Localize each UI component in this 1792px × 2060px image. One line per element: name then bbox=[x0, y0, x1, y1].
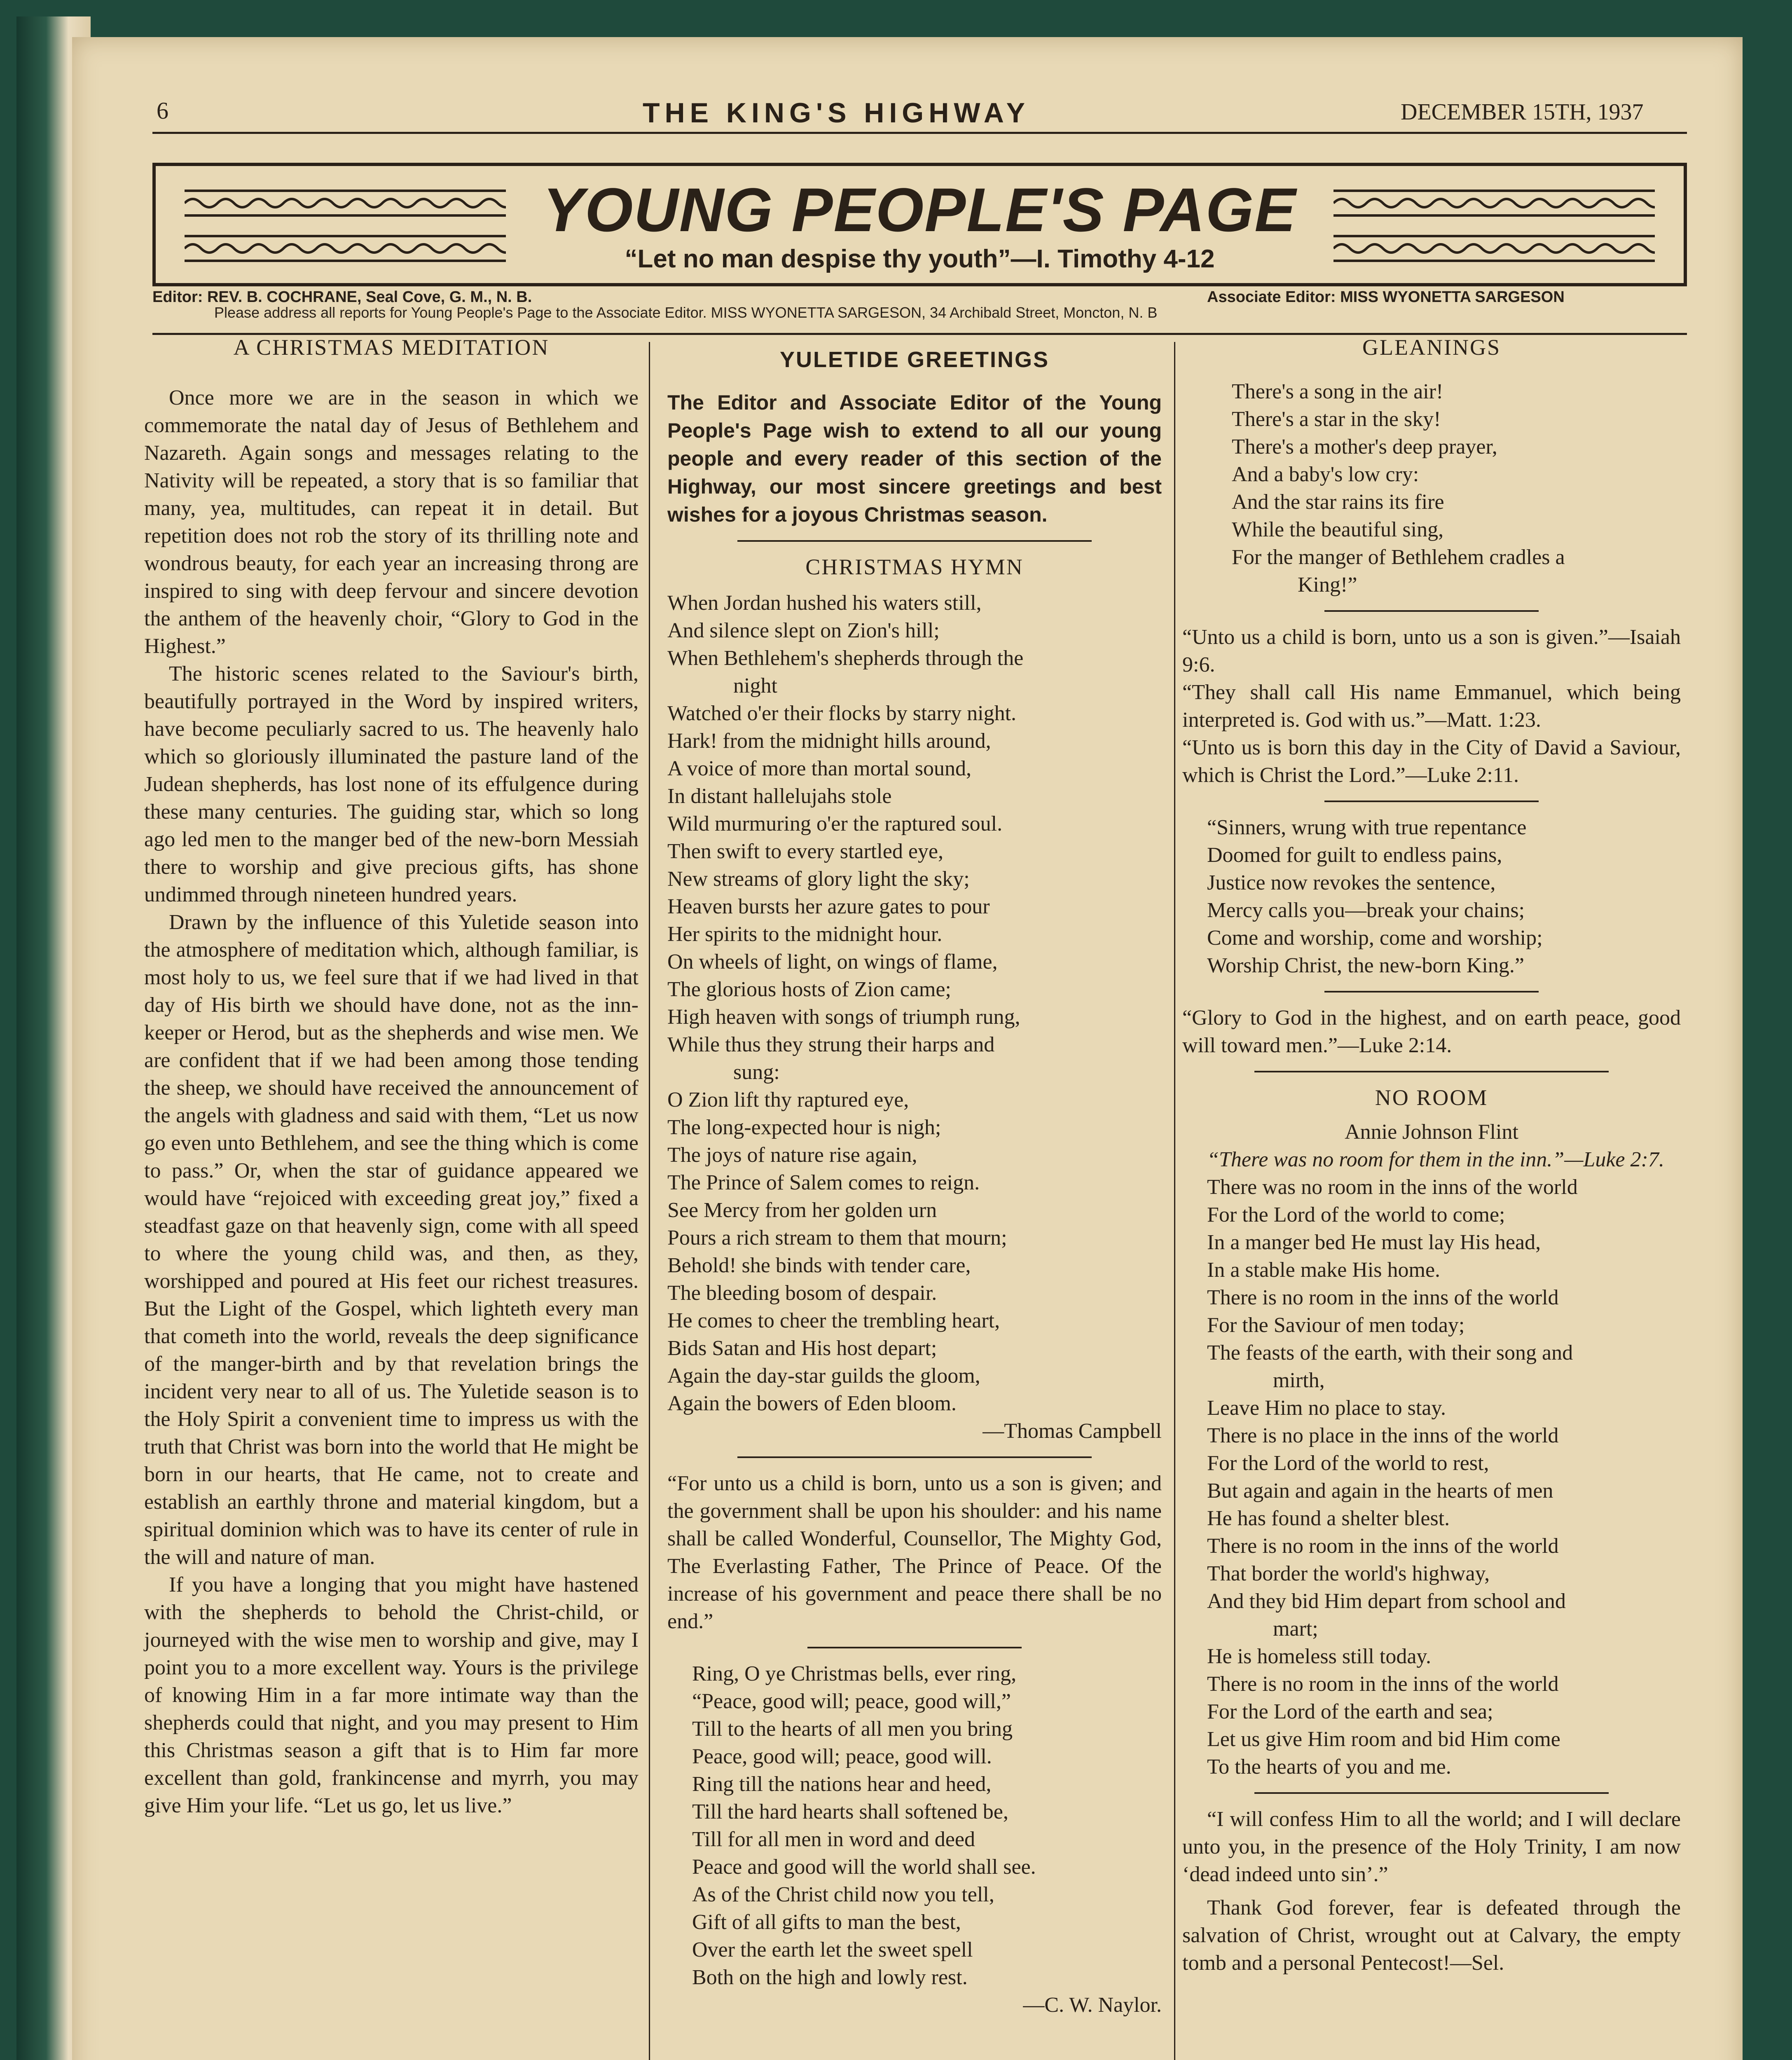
noroom-epigraph: “There was no room for them in the inn.”—Luke 2:7. bbox=[1207, 1148, 1664, 1171]
noroom-line: The feasts of the earth, with their song and bbox=[1207, 1341, 1573, 1365]
separator bbox=[807, 1647, 1022, 1648]
hymn-line: The long-expected hour is nigh; bbox=[667, 1116, 941, 1139]
hymn-line: New streams of glory light the sky; bbox=[667, 867, 970, 891]
noroom-line: He has found a shelter blest. bbox=[1207, 1507, 1450, 1530]
bells-line: Over the earth let the sweet spell bbox=[692, 1938, 973, 1962]
bells-line: Gift of all gifts to man the best, bbox=[692, 1910, 961, 1934]
header-rule bbox=[152, 132, 1687, 134]
noroom-line: There is no room in the inns of the world bbox=[1207, 1672, 1559, 1696]
sinners-line: Justice now revokes the sentence, bbox=[1207, 871, 1496, 894]
hymn-line: When Bethlehem's shepherds through the bbox=[667, 646, 1024, 670]
noroom-heading: NO ROOM bbox=[1375, 1085, 1488, 1110]
bells-line: Till for all men in word and deed bbox=[692, 1828, 975, 1851]
hymn-line: On wheels of light, on wings of flame, bbox=[667, 950, 998, 974]
noroom-line: For the Lord of the earth and sea; bbox=[1207, 1700, 1493, 1723]
noroom-line: There is no room in the inns of the world bbox=[1207, 1534, 1559, 1558]
meditation-paragraph: The historic scenes related to the Saviour's birth, beautifully portrayed in the Word by inspired writers, have become peculiarly sacred to us. The heavenly halo which so gloriously illuminated the pasture land of the Judean shepherds, has lost none of its effulgence during these many centuries. The guiding star, which so long ago led men to the manger bed of the new-born Messiah there to worship and give precious gifts, has shone undimmed through nineteen hundred years. bbox=[144, 662, 639, 906]
greetings-heading: YULETIDE GREETINGS bbox=[779, 347, 1050, 372]
noroom-line: In a manger bed He must lay His head, bbox=[1207, 1231, 1541, 1254]
bells-line: Ring till the nations hear and heed, bbox=[692, 1772, 992, 1796]
noroom-line: But again and again in the hearts of men bbox=[1207, 1479, 1553, 1503]
hymn-line: When Jordan hushed his waters still, bbox=[667, 591, 982, 615]
hymn-author: —Thomas Campbell bbox=[983, 1419, 1162, 1443]
banner-verse: “Let no man despise thy youth”—I. Timothy 4-12 bbox=[625, 245, 1215, 273]
song-line: While the beautiful sing, bbox=[1232, 518, 1444, 541]
hymn-line: night bbox=[733, 674, 777, 698]
hymn-line: Her spirits to the midnight hour. bbox=[667, 922, 943, 946]
noroom-line: That border the world's highway, bbox=[1207, 1562, 1490, 1585]
noroom-line: mirth, bbox=[1273, 1369, 1325, 1392]
hymn-line: He comes to cheer the trembling heart, bbox=[667, 1309, 1000, 1332]
hymn-line: High heaven with songs of triumph rung, bbox=[667, 1005, 1020, 1029]
hymn-line: While thus they strung their harps and bbox=[667, 1033, 995, 1056]
hymn-line: And silence slept on Zion's hill; bbox=[667, 619, 940, 642]
hymn-line: Again the day-star guilds the gloom, bbox=[667, 1364, 980, 1388]
hymn-line: The Prince of Salem comes to reign. bbox=[667, 1171, 980, 1194]
running-title: THE KING'S HIGHWAY bbox=[643, 97, 1030, 129]
bells-line: Peace, good will; peace, good will. bbox=[692, 1745, 992, 1768]
gleanings-heading: GLEANINGS bbox=[1362, 335, 1501, 360]
noroom-line: There is no place in the inns of the world bbox=[1207, 1424, 1559, 1447]
bells-line: Both on the high and lowly rest. bbox=[692, 1966, 968, 1989]
separator bbox=[737, 1456, 1092, 1458]
page-number: 6 bbox=[157, 97, 168, 124]
hymn-line: Heaven bursts her azure gates to pour bbox=[667, 895, 990, 918]
noroom-line: For the Lord of the world to rest, bbox=[1207, 1451, 1489, 1475]
bells-line: Till to the hearts of all men you bring bbox=[692, 1717, 1013, 1741]
hymn-line: A voice of more than mortal sound, bbox=[667, 757, 971, 780]
noroom-line: There is no room in the inns of the world bbox=[1207, 1286, 1559, 1309]
separator bbox=[1254, 1071, 1609, 1072]
scripture-quote: “Unto us is born this day in the City of David a Saviour, which is Christ the Lord.”—Luke 2:11. bbox=[1182, 736, 1681, 787]
hymn-line: Watched o'er their flocks by starry night. bbox=[667, 702, 1017, 725]
associate-editor-credit: Associate Editor: MISS WYONETTA SARGESON bbox=[1207, 288, 1565, 306]
hymn-line: O Zion lift thy raptured eye, bbox=[667, 1088, 909, 1112]
separator bbox=[1254, 1792, 1609, 1794]
sinners-poem bbox=[1182, 814, 1681, 979]
song-line: There's a song in the air! bbox=[1232, 380, 1443, 403]
hymn-line: See Mercy from her golden urn bbox=[667, 1199, 937, 1222]
bells-author: —C. W. Naylor. bbox=[1023, 1993, 1162, 2017]
hymn-line: Wild murmuring o'er the raptured soul. bbox=[667, 812, 1003, 836]
bells-line: Till the hard hearts shall softened be, bbox=[692, 1800, 1008, 1824]
isaiah-quote: “For unto us a child is born, unto us a son is given; and the government shall be upon his shoulder: and his name shall be called Wonderful, Counsellor, The Mighty God, The Everlasting Father, The Prince of Peace. Of the increase of his government and peace there shall be no end.” bbox=[667, 1472, 1162, 1633]
sinners-line: “Sinners, wrung with true repentance bbox=[1207, 816, 1527, 839]
separator bbox=[1324, 610, 1539, 612]
song-line: There's a star in the sky! bbox=[1232, 407, 1441, 431]
hymn-line: The glorious hosts of Zion came; bbox=[667, 978, 951, 1001]
hymn-line: sung: bbox=[733, 1060, 780, 1084]
address-line: Please address all reports for Young People's Page to the Associate Editor. MISS WYONETTA SARGESON, 34 Archibald Street, Moncton, N. B bbox=[214, 304, 1158, 321]
greetings-text: The Editor and Associate Editor of the Young People's Page wish to extend to all our young people and every reader of this section of the Highway, our most sincere greetings and best wishes for a joyous Christmas season. bbox=[667, 391, 1162, 526]
bells-line: Ring, O ye Christmas bells, ever ring, bbox=[692, 1662, 1017, 1685]
noroom-line: Leave Him no place to stay. bbox=[1207, 1396, 1446, 1420]
scripture-quote: “Unto us a child is born, unto us a son is given.”—Isaiah 9:6. bbox=[1182, 625, 1681, 677]
separator bbox=[737, 540, 1092, 542]
meditation-paragraph: Drawn by the influence of this Yuletide season into the atmosphere of meditation which, although familiar, is most holy to us, we feel sure that if we had lived in that day of His birth we should have done, not as the inn-keeper or Herod, but as the shepherds and wise men. We are confident that if we had been among those tending the sheep, we should have received the announcement of the angels with gladness and said with them, “Let us now go even unto Bethlehem, and see the thing which is come to pass.” Or, when the star of guidance appeared we would have “rejoiced with exceeding great joy,” fixed a steadfast gaze on that heavenly sign, come with all speed to where the young child was, and then, as they, worshipped and poured at His feet our richest treasures. But the Light of the Gospel, which lighteth every man that cometh into the world, reveals the deep significance of the manger-birth and by that revelation brings the incident very near to all of us. The Yuletide season is to the Holy Spirit a convenient time to impress us with the truth that Christ was born into the world that He might be born in our hearts, that He came, not to create and establish an earthly throne and material kingdom, but a spiritual dominion which was to have its center of rule in the will and nature of man. bbox=[144, 911, 639, 1569]
bells-line: “Peace, good will; peace, good will,” bbox=[692, 1690, 1011, 1713]
hymn-line: Again the bowers of Eden bloom. bbox=[667, 1392, 957, 1415]
song-line: There's a mother's deep prayer, bbox=[1232, 435, 1497, 459]
issue-date: DECEMBER 15TH, 1937 bbox=[1401, 99, 1644, 125]
bells-line: As of the Christ child now you tell, bbox=[692, 1883, 994, 1906]
hymn-line: Pours a rich stream to them that mourn; bbox=[667, 1226, 1007, 1250]
sinners-line: Doomed for guilt to endless pains, bbox=[1207, 843, 1502, 867]
song-line: And a baby's low cry: bbox=[1232, 463, 1419, 486]
hymn-line: Then swift to every startled eye, bbox=[667, 840, 943, 863]
separator bbox=[1324, 801, 1539, 802]
sinners-line: Worship Christ, the new-born King.” bbox=[1207, 954, 1524, 977]
confess-quote: “I will confess Him to all the world; and I will declare unto you, in the presence of the Holy Trinity, I am now ‘dead indeed unto sin’.” bbox=[1182, 1807, 1681, 1886]
sinners-line: Come and worship, come and worship; bbox=[1207, 926, 1543, 950]
sinners-line: Mercy calls you—break your chains; bbox=[1207, 899, 1525, 922]
noroom-line: In a stable make His home. bbox=[1207, 1258, 1441, 1282]
column-divider bbox=[649, 342, 650, 2060]
column-divider bbox=[1174, 342, 1175, 2060]
editor-credit: Editor: REV. B. COCHRANE, Seal Cove, G. M., N. B. bbox=[152, 288, 532, 306]
song-line: For the manger of Bethlehem cradles a bbox=[1232, 545, 1565, 569]
meditation-heading: A CHRISTMAS MEDITATION bbox=[233, 335, 550, 360]
noroom-line: Let us give Him room and bid Him come bbox=[1207, 1728, 1560, 1751]
bells-line: Peace and good will the world shall see. bbox=[692, 1855, 1036, 1879]
meditation-paragraph: If you have a longing that you might have hastened with the shepherds to behold the Christ-child, or journeyed with the wise men to worship and give, may I point you to a more excellent way. Yours is the privilege of knowing Him in a far more intimate way than the shepherds could that night, and you may present to Him this Christmas season a gift that is to Him far more excellent than gold, frankincense and myrrh, you may give Him your life. “Let us go, let us live.” bbox=[144, 1573, 639, 1817]
separator bbox=[1324, 991, 1539, 993]
left-column bbox=[144, 334, 639, 1819]
hymn-heading: CHRISTMAS HYMN bbox=[805, 555, 1024, 579]
christmas-bells-poem bbox=[667, 1660, 1162, 1991]
song-line: And the star rains its fire bbox=[1232, 490, 1444, 514]
page-title: YOUNG PEOPLE'S PAGE bbox=[543, 175, 1297, 244]
noroom-line: For the Lord of the world to come; bbox=[1207, 1203, 1505, 1227]
ornament-right-icon bbox=[1333, 178, 1655, 273]
hymn-line: Bids Satan and His host depart; bbox=[667, 1337, 937, 1360]
hymn-line: In distant hallelujahs stole bbox=[667, 784, 892, 808]
christmas-hymn bbox=[667, 589, 1162, 1417]
page-banner bbox=[152, 163, 1687, 286]
hymn-line: The joys of nature rise again, bbox=[667, 1143, 917, 1167]
scripture-quote: “They shall call His name Emmanuel, which being interpreted is. God with us.”—Matt. 1:23. bbox=[1182, 681, 1681, 732]
noroom-author: Annie Johnson Flint bbox=[1345, 1120, 1518, 1144]
hymn-line: Hark! from the midnight hills around, bbox=[667, 729, 991, 753]
song-line: King!” bbox=[1298, 573, 1357, 597]
noroom-line: He is homeless still today. bbox=[1207, 1645, 1432, 1668]
song-poem bbox=[1182, 378, 1681, 599]
hymn-line: The bleeding bosom of despair. bbox=[667, 1281, 937, 1305]
hymn-line: Behold! she binds with tender care, bbox=[667, 1254, 971, 1277]
middle-column bbox=[667, 346, 1162, 2019]
thank-god-text: Thank God forever, fear is defeated through the salvation of Christ, wrought out at Calvary, the empty tomb and a personal Pentecost!—Sel. bbox=[1182, 1896, 1681, 1975]
meditation-paragraph: Once more we are in the season in which we commemorate the natal day of Jesus of Bethlehem and Nazareth. Again songs and messages relating to the Nativity will be repeated, a story that is so familiar that many, yea, multitudes, can repeat it in detail. But repetition does not rob the story of its thrilling note and wondrous beauty, for each year an increasing throng are inspired to sing with deep fervour and sincere devotion the anthem of the heavenly choir, “Glory to God in the Highest.” bbox=[144, 386, 639, 658]
right-column bbox=[1182, 334, 1681, 1977]
noroom-line: mart; bbox=[1273, 1617, 1318, 1641]
noroom-line: For the Saviour of men today; bbox=[1207, 1313, 1465, 1337]
glory-quote: “Glory to God in the highest, and on earth peace, good will toward men.”—Luke 2:14. bbox=[1182, 1006, 1681, 1057]
noroom-line: There was no room in the inns of the world bbox=[1207, 1175, 1578, 1199]
noroom-line: To the hearts of you and me. bbox=[1207, 1755, 1451, 1779]
noroom-poem bbox=[1182, 1173, 1681, 1781]
noroom-line: And they bid Him depart from school and bbox=[1207, 1589, 1566, 1613]
